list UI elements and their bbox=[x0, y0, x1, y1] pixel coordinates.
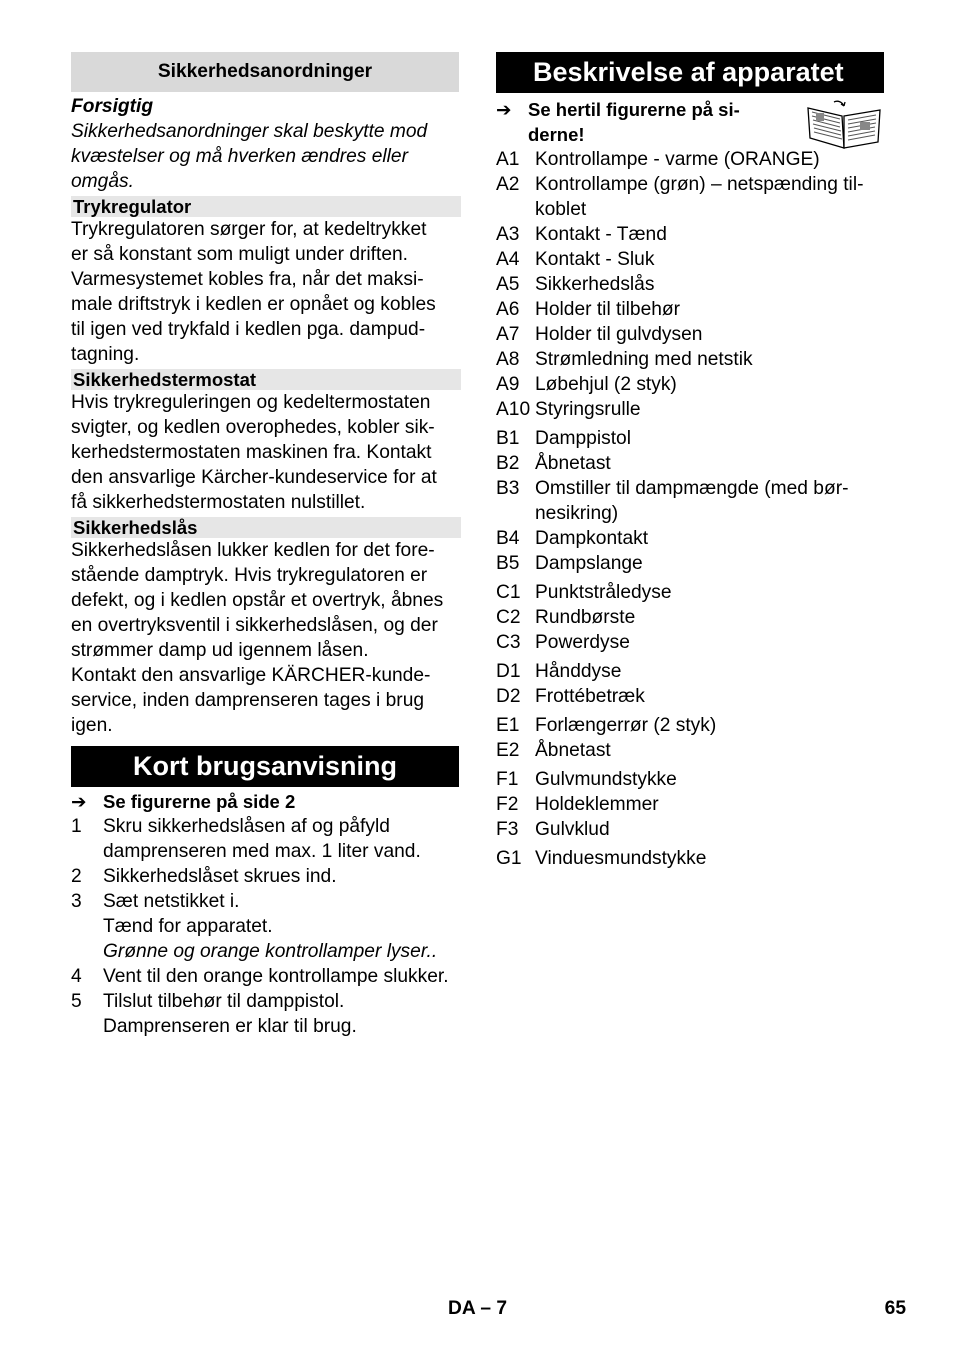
part-code: A7 bbox=[496, 324, 520, 345]
step-item: 2 Sikkerhedslåset skrues ind. bbox=[71, 866, 337, 887]
part-code: D1 bbox=[496, 661, 521, 682]
part-code: B1 bbox=[496, 428, 520, 449]
part-label: Frottébetræk bbox=[535, 686, 645, 707]
part-code: A9 bbox=[496, 374, 520, 395]
part-item bbox=[496, 767, 884, 792]
part-label: Gulvmundstykke bbox=[535, 769, 677, 790]
caution-label: Forsigtig bbox=[71, 96, 154, 117]
step-item: 3 Sæt netstikket i. Tænd for apparatet. Grønne og orange kontrollamper lyser.. bbox=[71, 891, 438, 962]
part-code: B3 bbox=[496, 478, 520, 499]
part-code: E1 bbox=[496, 715, 520, 736]
part-code: D2 bbox=[496, 686, 521, 707]
pressure-regulator-text: Trykregulatoren sørger for, at kedeltrykket er så konstant som muligt under driften. Varmesystemet kobles fra, når det maksi- male driftstryk i kedlen er opnået og kobles til igen ved trykfald i kedlen pga. dampud- tagning. bbox=[71, 219, 436, 365]
part-code: C2 bbox=[496, 607, 521, 628]
part-item bbox=[496, 580, 884, 605]
part-label: Hånddyse bbox=[535, 661, 622, 682]
part-item bbox=[496, 372, 884, 397]
safety-lock-heading: Sikkerhedslås bbox=[71, 517, 461, 538]
pressure-regulator-heading: Trykregulator bbox=[71, 196, 461, 217]
page-section-label: DA – 7 bbox=[448, 1298, 508, 1319]
part-item bbox=[496, 322, 884, 347]
part-label: Kontakt - Tænd bbox=[535, 224, 667, 245]
part-item bbox=[496, 738, 884, 763]
part-code: E2 bbox=[496, 740, 520, 761]
part-label: Rundbørste bbox=[535, 607, 636, 628]
part-item bbox=[496, 630, 884, 655]
part-item bbox=[496, 272, 884, 297]
part-label: Damppistol bbox=[535, 428, 631, 449]
part-label: Løbehjul (2 styk) bbox=[535, 374, 677, 395]
part-item bbox=[496, 172, 884, 222]
part-code: F2 bbox=[496, 794, 519, 815]
quick-guide-heading: Kort brugsanvisning bbox=[71, 746, 459, 787]
caution-text: Sikkerhedsanordninger skal beskytte mod kvæstelser og må hverken ændres eller omgås. bbox=[71, 121, 428, 192]
part-label: Styringsrulle bbox=[535, 399, 641, 420]
left-column bbox=[71, 52, 459, 1039]
part-item bbox=[496, 659, 884, 684]
part-code: A10 bbox=[496, 399, 531, 420]
part-code: A8 bbox=[496, 349, 520, 370]
part-code: A2 bbox=[496, 174, 520, 195]
parts-list bbox=[496, 147, 884, 871]
part-item bbox=[496, 684, 884, 709]
part-code: A5 bbox=[496, 274, 520, 295]
page-number: 65 bbox=[884, 1298, 906, 1319]
arrow-right-icon: ➔ bbox=[71, 791, 87, 812]
part-label: Åbnetast bbox=[535, 740, 611, 761]
part-label: Strømledning med netstik bbox=[535, 349, 753, 370]
part-item bbox=[496, 147, 884, 172]
safety-thermostat-heading: Sikkerhedstermostat bbox=[71, 369, 461, 390]
step-item: 4 Vent til den orange kontrollampe slukker. bbox=[71, 966, 449, 987]
part-code: B2 bbox=[496, 453, 520, 474]
arrow-right-icon: ➔ bbox=[496, 99, 512, 120]
part-label: Kontrollampe (grøn) – netspænding til- koblet bbox=[535, 174, 864, 220]
part-item bbox=[496, 605, 884, 630]
part-label: Forlængerrør (2 styk) bbox=[535, 715, 717, 736]
part-label: Dampslange bbox=[535, 553, 643, 574]
part-label: Punktstråledyse bbox=[535, 582, 672, 603]
right-column bbox=[496, 52, 884, 871]
part-label: Vinduesmundstykke bbox=[535, 848, 707, 869]
part-code: A4 bbox=[496, 249, 520, 270]
part-item bbox=[496, 297, 884, 322]
part-item bbox=[496, 222, 884, 247]
part-item bbox=[496, 846, 884, 871]
part-item bbox=[496, 526, 884, 551]
part-label: Gulvklud bbox=[535, 819, 610, 840]
part-label: Holdeklemmer bbox=[535, 794, 659, 815]
part-label: Kontrollampe - varme (ORANGE) bbox=[535, 149, 820, 170]
safety-lock-text: Sikkerhedslåsen lukker kedlen for det fore- stående damptryk. Hvis trykregulatoren er defekt, og i kedlen opstår et overtryk, åbnes en overtryksventil i sikkerhedslåsen, og der strømmer damp ud igennem låsen. Kontakt den ansvarlige KÄRCHER-kunde- service, inden damprenseren tages i brug igen. bbox=[71, 540, 444, 736]
figures-reference: ➔ Se hertil figurerne på si- derne! bbox=[496, 99, 740, 145]
part-item bbox=[496, 551, 884, 576]
part-code: A3 bbox=[496, 224, 520, 245]
part-label: Holder til gulvdysen bbox=[535, 324, 703, 345]
part-label: Omstiller til dampmængde (med bør- nesikring) bbox=[535, 478, 849, 524]
part-item bbox=[496, 817, 884, 842]
part-code: B4 bbox=[496, 528, 520, 549]
part-item bbox=[496, 792, 884, 817]
part-label: Sikkerhedslås bbox=[535, 274, 655, 295]
device-description-heading: Beskrivelse af apparatet bbox=[496, 52, 884, 93]
part-code: A6 bbox=[496, 299, 520, 320]
part-item bbox=[496, 713, 884, 738]
part-code: F3 bbox=[496, 819, 519, 840]
part-code: C1 bbox=[496, 582, 521, 603]
safety-devices-heading: Sikkerhedsanordninger bbox=[71, 52, 459, 92]
part-item bbox=[496, 247, 884, 272]
part-code: F1 bbox=[496, 769, 519, 790]
step-item: 1 Skru sikkerhedslåsen af og påfyld damprenseren med max. 1 liter vand. bbox=[71, 816, 421, 862]
part-label: Powerdyse bbox=[535, 632, 630, 653]
part-label: Dampkontakt bbox=[535, 528, 649, 549]
part-item bbox=[496, 347, 884, 372]
safety-thermostat-text: Hvis trykreguleringen og kedeltermostaten svigter, og kedlen overophedes, kobler sik- kerhedstermostaten maskinen fra. Kontakt den ansvarlige Kärcher-kundeservice for at få sikkerhedstermostaten nulstillet. bbox=[71, 392, 437, 513]
part-code: C3 bbox=[496, 632, 521, 653]
part-label: Holder til tilbehør bbox=[535, 299, 681, 320]
part-item bbox=[496, 397, 884, 422]
part-item bbox=[496, 476, 884, 526]
part-code: B5 bbox=[496, 553, 520, 574]
part-item bbox=[496, 426, 884, 451]
part-code: A1 bbox=[496, 149, 520, 170]
open-book-icon bbox=[804, 98, 884, 150]
part-item bbox=[496, 451, 884, 476]
part-code: G1 bbox=[496, 848, 522, 869]
step-item: 5 Tilslut tilbehør til damppistol. Damprenseren er klar til brug. bbox=[71, 991, 357, 1037]
part-label: Åbnetast bbox=[535, 453, 611, 474]
quick-guide-reference: ➔ Se figurerne på side 2 bbox=[71, 791, 296, 812]
part-label: Kontakt - Sluk bbox=[535, 249, 655, 270]
